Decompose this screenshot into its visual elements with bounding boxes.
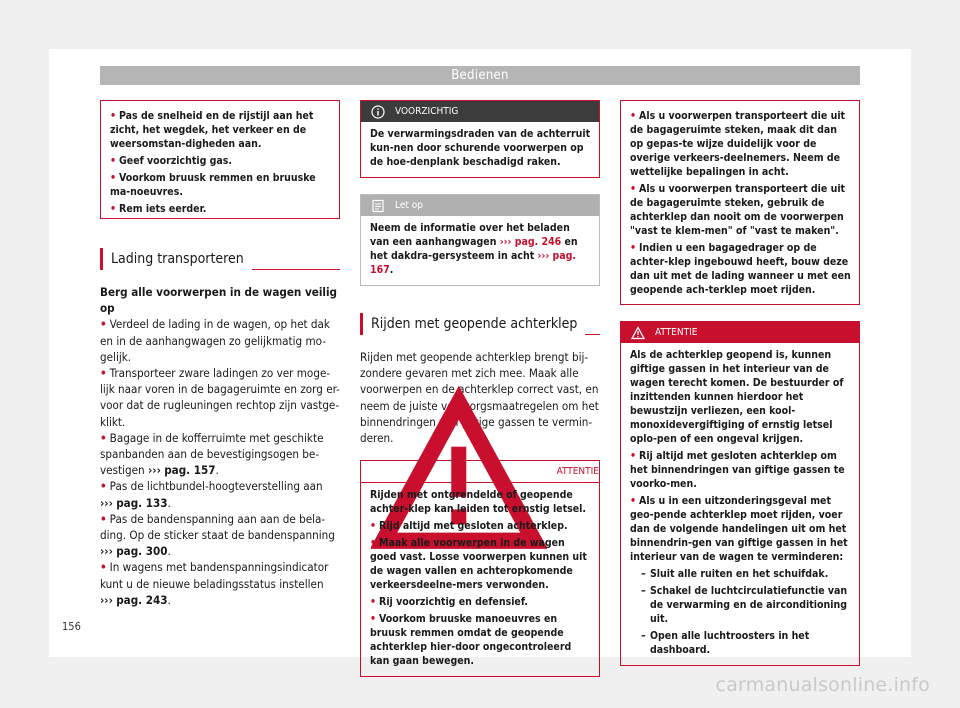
warning-triangle-icon [631,326,645,340]
paragraph: Rijden met geopende achterklep brengt bij-zondere gevaren met zich mee. Maak alle voorwerpen en de achterklep correct vast, en neem de juiste voorzorgsmaatregelen om het binnendringen van giftige gassen te vermin-deren. [360,350,599,446]
list-item: • Pas de snelheid en de rijstijl aan het zicht, het wegdek, het verkeer en de weersomstan-digheden aan. [110,110,314,150]
warning-header: ATTENTIE [621,322,859,343]
page-reference[interactable]: pag. 157 [164,463,216,478]
note-header: Let op [361,195,599,216]
list-item: • Geef voorzichtig gas. [110,155,233,167]
list-item: • Voorkom bruuske manoeuvres en bruusk remmen omdat de geopende achterklep hier-door ongecontroleerd kan gaan bewegen. [370,613,572,668]
warning-header: ATTENTIE [361,461,599,482]
list-item: • Indien u een bagagedrager op de achter-klep ingebouwd heeft, bouw deze dan uit met de lading wanneer u met een geopende ach-terklep moet rijden. [630,242,851,296]
list-item: • Als u voorwerpen transporteert die uit de bagageruimte steken, maak dit dan op gepas-te wijze duidelijk voor de overige verkeers-deelnemers. Neem de wettelijke bepalingen in acht. [630,110,846,178]
warning-box [620,321,860,666]
column-3 [620,100,860,666]
subheading: Berg alle voorwerpen in de wagen veilig op [100,285,338,316]
column-2 [360,100,600,677]
caution-header: VOORZICHTIG [361,101,599,122]
page-reference[interactable]: pag. 133 [116,495,168,510]
dash-item: – Sluit alle ruiten en het schuifdak. [641,568,829,580]
list-item: • Pas de bandenspanning aan aan de bela-ding. Op de sticker staat de bandenspanning ››› pag. 300. [100,511,335,559]
warning-text: Als de achterklep geopend is, kunnen giftige gassen in het interieur van de wagen terecht komen. De bestuurder of inzittenden kunnen hierdoor het bewustzijn verliezen, een kool-monoxidevergiftiging of ernstig letsel oplo-pen of een ongeval krijgen. • Rij altijd met gesloten achterklep om het binnendringen van giftige gassen te voorko-men. • Als u in een uitzonderingsgeval met geo-pende achterklep moet rijden, voer dan de volgende handelingen uit om het binnendrin-gen van giftige gassen in het interieur van de wagen te verminderen: – Sluit alle ruiten en het schuifdak. – Schakel de luchtcirculatiefunctie van de verwarming en de airconditioning uit. – Open alle luchtroosters in het dashboard. [621,343,859,665]
watermark: carmanualsonline.info [715,674,930,696]
list-item: • Rij altijd met gesloten achterklep om het binnendringen van giftige gassen te voorko-men. [630,450,845,490]
page-reference[interactable]: pag. 300 [116,544,168,559]
note-icon [371,199,385,213]
list-item: • Als u voorwerpen transporteert die uit de bagageruimte steken, gebruik de achterklep dan nooit om de voorwerpen "vast te klem-men" of "vast te maken". [630,183,846,237]
page-reference[interactable]: pag. 243 [116,592,168,607]
warning-box [360,460,600,677]
list-item: • In wagens met bandenspanningsindicator kunt u de nieuwe beladingsstatus instellen ››› pag. 243. [100,560,329,607]
list-item: • Bagage in de kofferruimte met geschikte spanbanden aan de bevestigingsogen be-vestigen ››› pag. 157. [100,430,324,478]
list-item: • Rij voorzichtig en defensief. [370,596,528,609]
warning-text: Rijden met ontgrendelde of geopende achter-klep kan leiden tot ernstig letsel. • Rijd altijd met gesloten achterklep. • Maak alle voorwerpen in de wagen goed vast. Losse voorwerpen kunnen uit de wagen vallen en achteropkomende verkeersdeelne-mers verwonden. • Rij voorzichtig en defensief. • Voorkom bruuske manoeuvres en bruusk remmen omdat de geopende achterklep hier-door ongecontroleerd kan gaan bewegen. [361,483,599,676]
list-item: • Transporteer zware ladingen zo ver moge-lijk naar voren in de bagageruimte en zorg er-voor dat de rugleuningen rechtop zijn vastge-klikt. [100,366,340,429]
section-heading: Rijden met geopende achterklep [360,312,600,335]
list-item: • Rijd altijd met gesloten achterklep. [370,520,568,533]
caution-box [360,100,600,178]
caution-text: De verwarmingsdraden van de achterruit kun-nen door schurende voorwerpen op de hoe-denplank beschadigd raken. [370,128,591,168]
list-item: • Voorkom bruusk remmen en bruuske ma-noeuvres. [110,172,316,198]
page-header: Bedienen [100,66,860,85]
note-text: Neem de informatie over het beladen van een aanhangwagen ››› pag. 246 en het dakdra-gersysteem in acht ››› pag. 167. [370,222,578,276]
dash-item: – Open alle luchtroosters in het dashboard. [641,630,810,656]
page-reference[interactable]: pag. 246 [514,236,562,248]
list-item: • Verdeel de lading in de wagen, op het dak en in de aanhangwagen zo gelijkmatig mo-gelijk. [100,317,330,364]
page-reference[interactable]: pag. 167 [370,250,577,276]
list-item: • Pas de lichtbundel-hoogteverstelling aan ››› pag. 133. [100,479,323,510]
page-number: 156 [62,620,81,633]
list-item: • Als u in een uitzonderingsgeval met geo-pende achterklep moet rijden, voer dan de volgende handelingen uit om het binnendrin-gen van giftige gassen in het interieur van de wagen te verminderen: [630,495,848,563]
list-item: • Rem iets eerder. [110,203,207,215]
list-item: • Maak alle voorwerpen in de wagen goed vast. Losse voorwerpen kunnen uit de wagen vallen en achteropkomende verkeersdeelne-mers verwonden. [370,537,587,592]
note-box [360,194,600,286]
section-heading: Lading transporteren [100,247,340,270]
info-circle-icon [371,105,385,119]
column-1 [100,100,340,608]
dash-item: – Schakel de luchtcirculatiefunctie van de verwarming en de airconditioning uit. [641,585,848,625]
driving-tips-box [100,100,340,219]
transport-tips-box [620,100,860,305]
